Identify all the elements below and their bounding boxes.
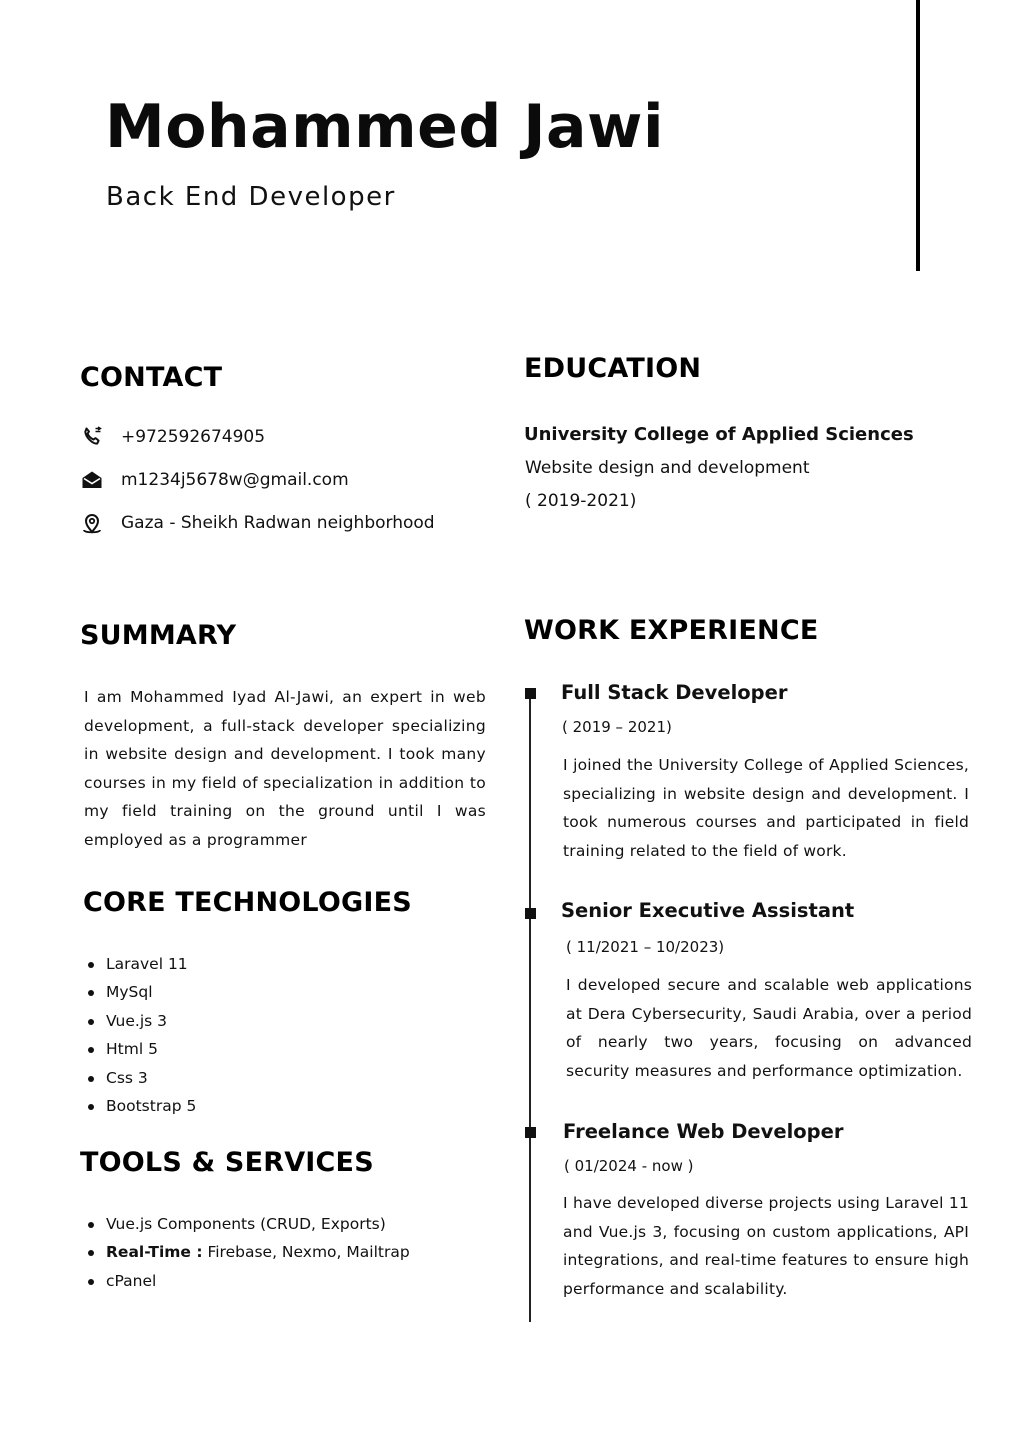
core-technologies-list (84, 950, 196, 1120)
education-years: ( 2019-2021) (525, 491, 637, 511)
list-item-bold: Real-Time : (106, 1243, 203, 1262)
mail-icon (80, 468, 104, 492)
list-item: MySql (84, 978, 196, 1006)
contact-phone-row (80, 425, 265, 449)
core-technologies-title: CORE TECHNOLOGIES (83, 887, 412, 918)
timeline-line (529, 690, 531, 1322)
work-experience-title: WORK EXPERIENCE (524, 615, 819, 646)
education-program: Website design and development (525, 458, 810, 478)
list-item: Vue.js 3 (84, 1007, 196, 1035)
job-description: I joined the University College of Applied Sciences, specializing in website design and development. I took numerous courses and participated in field training related to the field of work. (563, 756, 969, 860)
job-title: Senior Executive Assistant (561, 899, 855, 922)
list-item: Vue.js Components (CRUD, Exports) (84, 1210, 410, 1238)
job-date: ( 2019 – 2021) (562, 718, 672, 736)
list-item: Html 5 (84, 1035, 196, 1063)
location-pin-icon (80, 511, 104, 535)
job-date: ( 11/2021 – 10/2023) (566, 938, 725, 956)
tools-services-list (84, 1210, 410, 1295)
list-item: Laravel 11 (84, 950, 196, 978)
contact-title: CONTACT (80, 362, 223, 393)
list-item (84, 1238, 410, 1266)
timeline-marker (525, 908, 536, 919)
job-role: Back End Developer (106, 182, 396, 212)
job-date: ( 01/2024 - now ) (564, 1157, 694, 1175)
list-item-rest: Firebase, Nexmo, Mailtrap (202, 1243, 410, 1262)
timeline-marker (525, 1127, 536, 1138)
contact-email-row (80, 468, 349, 492)
contact-address-row (80, 511, 435, 535)
list-item: cPanel (84, 1267, 410, 1295)
education-title: EDUCATION (524, 353, 702, 384)
list-item: Css 3 (84, 1064, 196, 1092)
timeline-marker (525, 688, 536, 699)
job-description: I have developed diverse projects using Laravel 11 and Vue.js 3, focusing on custom applications, API integrations, and real-time features to ensure high performance and scalability. (563, 1194, 969, 1298)
contact-address: Gaza - Sheikh Radwan neighborhood (121, 513, 435, 533)
contact-phone[interactable]: +972592674905 (121, 427, 266, 447)
summary-title: SUMMARY (80, 620, 237, 651)
contact-email[interactable]: m1234j5678w@gmail.com (121, 470, 349, 490)
list-item: Bootstrap 5 (84, 1092, 196, 1120)
job-title: Full Stack Developer (561, 681, 788, 704)
job-title: Freelance Web Developer (563, 1120, 844, 1143)
summary-text: I am Mohammed Iyad Al-Jawi, an expert in web development, a full-stack developer specializing in website design and development. I took many courses in my field of specialization in addition to my field training on the ground until I was employed as a programmer (84, 688, 486, 849)
job-description: I developed secure and scalable web applications at Dera Cybersecurity, Saudi Arabia, over a period of nearly two years, focusing on advanced security measures and performance optimization. (566, 976, 972, 1080)
tools-services-title: TOOLS & SERVICES (80, 1147, 374, 1178)
person-name: Mohammed Jawi (105, 92, 665, 162)
education-school: University College of Applied Sciences (524, 424, 914, 445)
phone-icon (80, 425, 104, 449)
header-accent-bar (916, 0, 920, 271)
